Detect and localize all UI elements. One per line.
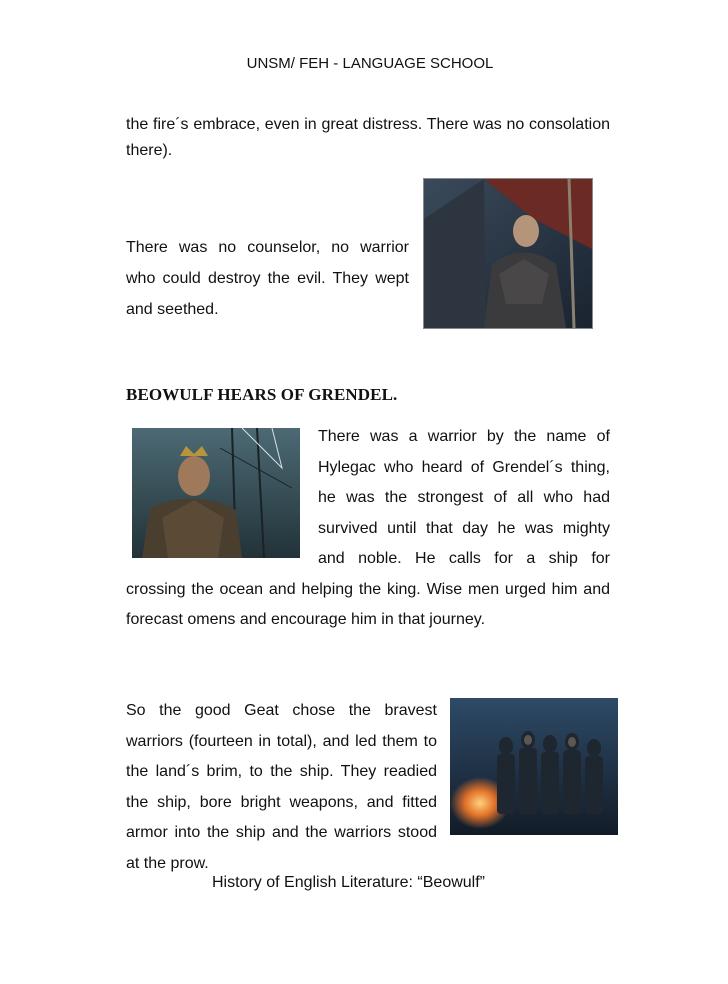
warriors-by-fire-image [450, 698, 618, 835]
warrior-on-ship-image [423, 178, 593, 329]
king-in-storm-image [132, 428, 300, 558]
page-header: UNSM/ FEH - LANGUAGE SCHOOL [246, 55, 494, 72]
paragraph-hylegac: There was a warrior by the name of Hylegac who heard of Grendel´s thing, he was the strongest of all who had survived until that day he was mighty and noble. He calls for a ship for crossing the ocean and helping the king. Wise men urged him and forecast omens and encourage him in that journey. [126, 428, 610, 628]
paragraph-good-geat: So the good Geat chose the bravest warriors (fourteen in total), and led them to the land´s brim, to the ship. They readied the ship, bore bright weapons, and fitted armor into the ship and the warriors stood at the prow. [126, 696, 610, 879]
paragraph-no-counselor: There was no counselor, no warrior who could destroy the evil. They wept and seethed. [126, 239, 409, 318]
paragraph-fires-embrace: the fire´s embrace, even in great distress. There was no consolation there). [126, 116, 610, 159]
page-footer: History of English Literature: “Beowulf” [212, 874, 485, 891]
section-heading: BEOWULF HEARS OF GRENDEL. [126, 385, 398, 404]
